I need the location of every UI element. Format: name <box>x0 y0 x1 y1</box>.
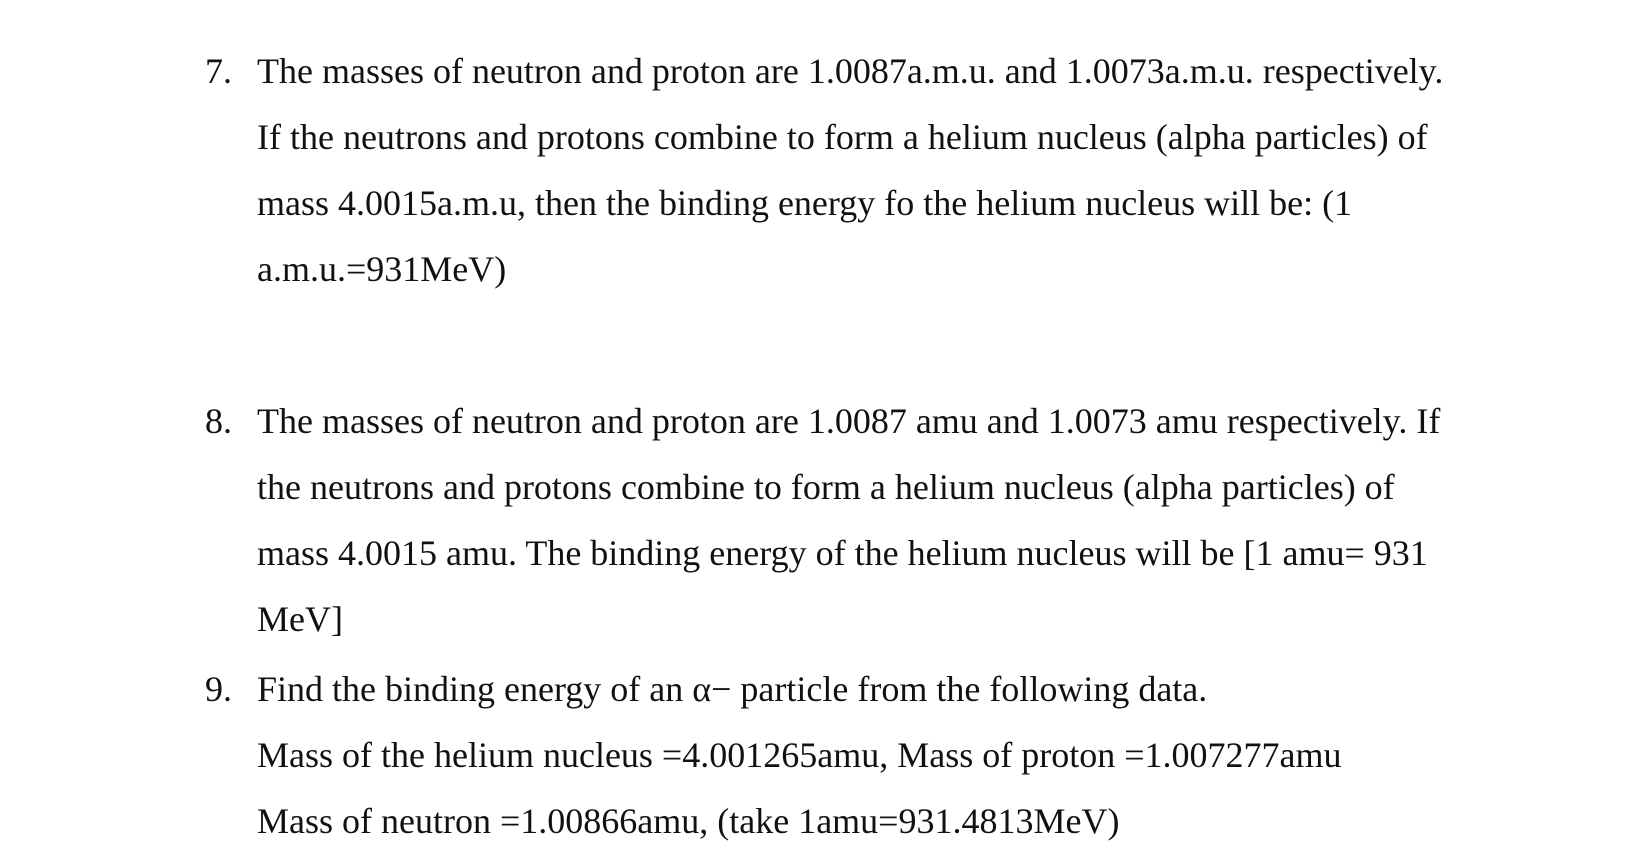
question-text-line: MeV] <box>257 599 343 639</box>
question-text-line: mass 4.0015 amu. The binding energy of the helium nucleus will be [1 amu= 931 <box>257 533 1428 573</box>
question-text-line: Mass of neutron =1.00866amu, (take 1amu=931.4813MeV) <box>257 801 1120 841</box>
question-number: 9. <box>205 669 232 709</box>
question-text-line: The masses of neutron and proton are 1.0087 amu and 1.0073 amu respectively. If <box>257 401 1441 441</box>
question-text-line: Find the binding energy of an α− particle from the following data. <box>257 669 1208 709</box>
question-text-line: Mass of the helium nucleus =4.001265amu, Mass of proton =1.007277amu <box>257 735 1342 775</box>
question-number: 7. <box>205 51 232 91</box>
question-text-line: mass 4.0015a.m.u, then the binding energy fo the helium nucleus will be: (1 <box>257 183 1353 223</box>
question-text-line: The masses of neutron and proton are 1.0087a.m.u. and 1.0073a.m.u. respectively. <box>257 51 1444 91</box>
question-text-line: a.m.u.=931MeV) <box>257 249 507 289</box>
question-number: 8. <box>205 401 232 441</box>
question-text-line: If the neutrons and protons combine to form a helium nucleus (alpha particles) of <box>257 117 1428 157</box>
question-text-line: the neutrons and protons combine to form a helium nucleus (alpha particles) of <box>257 467 1395 507</box>
